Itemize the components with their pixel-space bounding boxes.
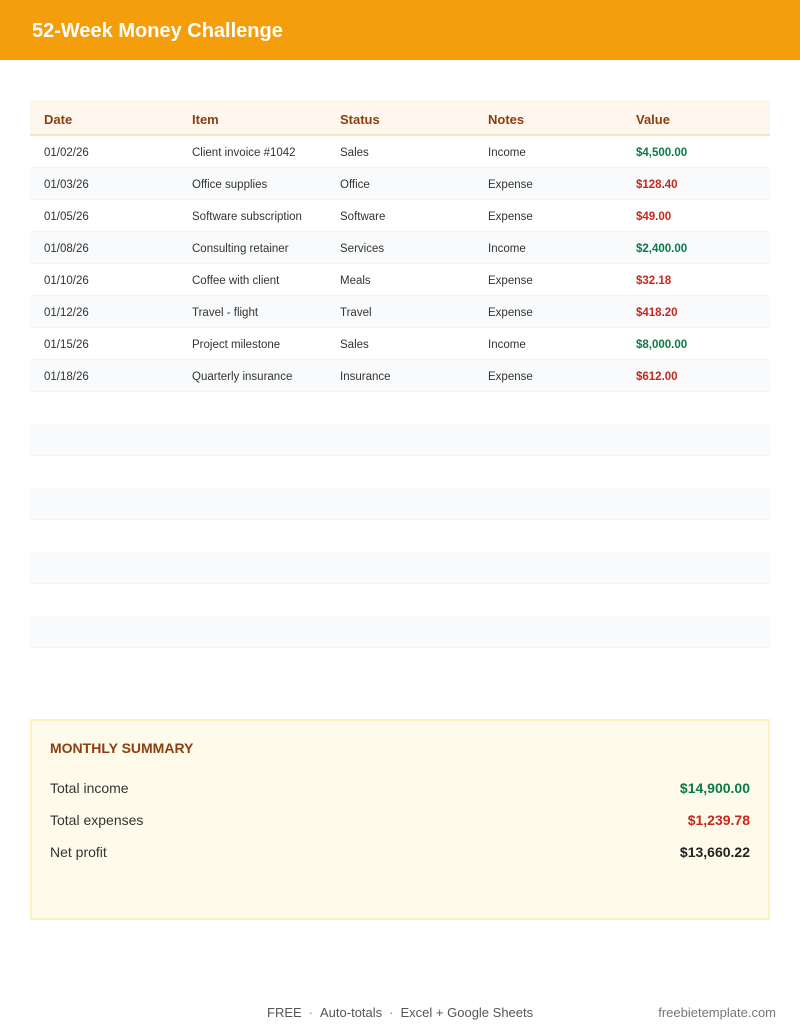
table-row[interactable] <box>30 264 770 296</box>
cell-item: Quarterly insurance <box>192 371 293 383</box>
cell-status: Insurance <box>340 371 391 383</box>
footer-tag-excel-sheets: Excel + Google Sheets <box>400 1005 534 1020</box>
summary-title: MONTHLY SUMMARY <box>50 740 194 756</box>
cell-item: Coffee with client <box>192 275 280 287</box>
footer-separator: · <box>389 1005 394 1020</box>
column-header-notes: Notes <box>488 112 525 127</box>
cell-notes: Income <box>488 339 526 351</box>
cell-date: 01/10/26 <box>44 275 89 287</box>
table-row[interactable] <box>30 232 770 264</box>
summary-row-net-profit <box>50 843 750 863</box>
summary-row-total-expenses <box>50 811 750 831</box>
table-row[interactable] <box>30 136 770 168</box>
cell-value: $128.40 <box>636 179 678 191</box>
cell-value: $32.18 <box>636 275 672 287</box>
cell-value: $4,500.00 <box>636 147 688 159</box>
cell-date: 01/03/26 <box>44 179 89 191</box>
total-income-label: Total income <box>50 780 129 796</box>
table-row[interactable] <box>30 296 770 328</box>
cell-date: 01/15/26 <box>44 339 89 351</box>
total-expenses-value: $1,239.78 <box>687 812 750 828</box>
empty-table-row[interactable] <box>30 616 770 648</box>
cell-notes: Expense <box>488 275 533 287</box>
footer-tag-free: FREE <box>267 1005 302 1020</box>
column-header-item: Item <box>192 112 219 127</box>
footer-separator: · <box>308 1005 314 1020</box>
cell-item: Software subscription <box>192 211 302 223</box>
cell-item: Travel - flight <box>192 307 259 319</box>
table-spacer <box>30 584 770 616</box>
cell-status: Services <box>340 243 385 255</box>
footer-tag-auto-totals: Auto-totals <box>320 1005 383 1020</box>
page-header <box>0 0 800 60</box>
cell-date: 01/02/26 <box>44 147 89 159</box>
summary-row-total-income <box>50 779 750 799</box>
total-income-value: $14,900.00 <box>679 780 750 796</box>
table-row[interactable] <box>30 200 770 232</box>
cell-notes: Expense <box>488 211 533 223</box>
page-footer <box>0 1005 800 1021</box>
cell-notes: Income <box>488 243 526 255</box>
net-profit-label: Net profit <box>50 844 107 860</box>
empty-table-row[interactable] <box>30 552 770 584</box>
cell-status: Sales <box>340 147 369 159</box>
cell-status: Office <box>340 179 370 191</box>
footer-tags <box>267 1005 533 1021</box>
empty-table-row[interactable] <box>30 488 770 520</box>
cell-item: Client invoice #1042 <box>192 147 296 159</box>
cell-value: $2,400.00 <box>636 243 688 255</box>
cell-notes: Expense <box>488 307 533 319</box>
cell-value: $612.00 <box>636 371 678 383</box>
cell-date: 01/05/26 <box>44 211 89 223</box>
cell-date: 01/08/26 <box>44 243 89 255</box>
cell-status: Software <box>340 211 386 223</box>
cell-item: Office supplies <box>192 179 268 191</box>
cell-notes: Expense <box>488 179 533 191</box>
table-spacer <box>30 520 770 552</box>
table-row[interactable] <box>30 360 770 392</box>
footer-site-link[interactable]: freebietemplate.com <box>658 1005 776 1020</box>
cell-status: Meals <box>340 275 371 287</box>
column-header-value: Value <box>636 112 670 127</box>
table-spacer <box>30 456 770 488</box>
net-profit-value: $13,660.22 <box>679 844 750 860</box>
cell-notes: Expense <box>488 371 533 383</box>
cell-date: 01/12/26 <box>44 307 89 319</box>
cell-value: $49.00 <box>636 211 672 223</box>
column-header-status: Status <box>340 112 380 127</box>
table-header <box>30 100 770 136</box>
table-row[interactable] <box>30 328 770 360</box>
cell-value: $418.20 <box>636 307 678 319</box>
cell-item: Project milestone <box>192 339 281 351</box>
empty-table-row[interactable] <box>30 424 770 456</box>
table-spacer <box>30 392 770 424</box>
column-header-date: Date <box>44 112 73 127</box>
monthly-summary-panel <box>30 719 770 920</box>
cell-notes: Income <box>488 147 526 159</box>
cell-value: $8,000.00 <box>636 339 688 351</box>
total-expenses-label: Total expenses <box>50 812 144 828</box>
cell-item: Consulting retainer <box>192 243 289 255</box>
cell-status: Travel <box>340 307 372 319</box>
page-title: 52-Week Money Challenge <box>32 20 283 42</box>
cell-date: 01/18/26 <box>44 371 89 383</box>
transactions-table <box>30 100 770 648</box>
cell-status: Sales <box>340 339 369 351</box>
table-row[interactable] <box>30 168 770 200</box>
